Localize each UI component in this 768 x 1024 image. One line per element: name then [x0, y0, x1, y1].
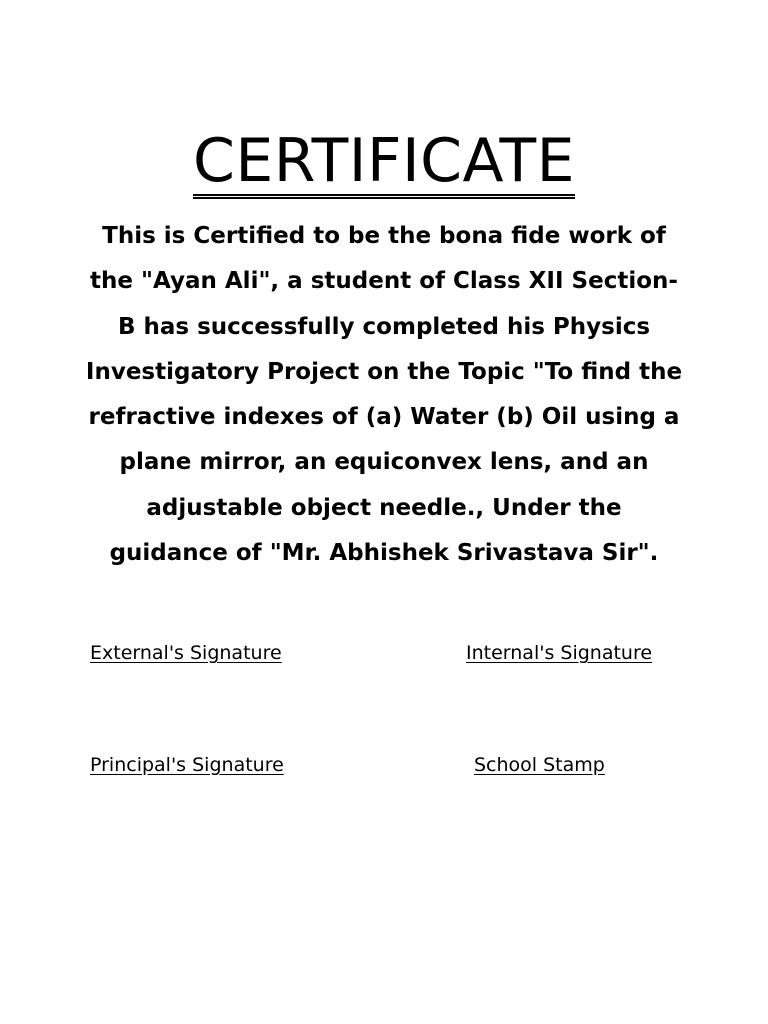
internal-signature-label: Internal's Signature: [466, 642, 653, 664]
school-stamp-label: School Stamp: [474, 754, 605, 776]
external-signature-label: External's Signature: [90, 642, 282, 664]
title-container: [0, 128, 768, 199]
principal-signature-label: Principal's Signature: [90, 754, 284, 776]
certificate-title: CERTIFICATE: [193, 128, 575, 199]
certificate-body-text: This is Certified to be the bona fide work of the "Ayan Ali", a student of Class XII Section-B has successfully completed his Physics Investigatory Project on the Topic "To find the refractive indexes of (a) Water (b) Oil using a plane mirror, an equiconvex lens, and an adjustable object needle., Under the guidance of "Mr. Abhishek Srivastava Sir".: [85, 223, 683, 567]
